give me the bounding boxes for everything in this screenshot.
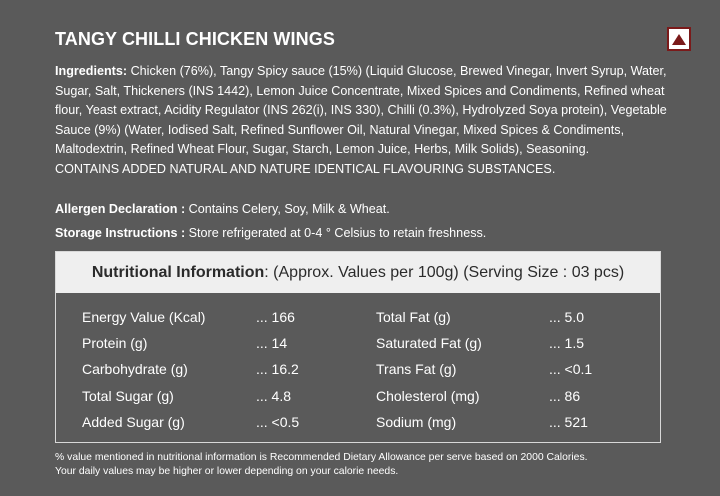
nutrient-value: ... 166 [256,309,295,325]
nutrient-name: Cholesterol (mg) [376,388,480,404]
allergen-declaration [55,202,390,216]
storage-label: Storage Instructions : [55,226,186,240]
nutrient-value: ... 4.8 [256,388,292,404]
nutrient-name: Carbohydrate (g) [82,361,188,377]
ingredients-label: Ingredients: [55,64,128,78]
nutrition-heading-rest: : (Approx. Values per 100g) (Serving Size : 03 pcs) [264,263,625,281]
nutrient-value: ... 16.2 [256,361,299,377]
nutrition-grid [56,293,660,442]
nutrient-value: ... 5.0 [549,309,585,325]
nutrient-value: ... 86 [549,388,581,404]
footnote-line-1: % value mentioned in nutritional information is Recommended Dietary Allowance per serve based on 2000 Calories. [55,452,588,463]
nutrient-name: Trans Fat (g) [376,361,457,377]
nutrient-value: ... 1.5 [549,335,585,351]
nutrient-name: Sodium (mg) [376,414,457,430]
nutrient-name: Energy Value (Kcal) [82,309,206,325]
allergen-label: Allergen Declaration : [55,202,186,216]
nutrient-name: Saturated Fat (g) [376,335,482,351]
storage-instructions [55,226,486,240]
nutrition-table [55,251,661,443]
storage-text: Store refrigerated at 0-4 ° Celsius to retain freshness. [185,226,487,240]
flavour-note: CONTAINS ADDED NATURAL AND NATURE IDENTICAL FLAVOURING SUBSTANCES. [55,161,556,176]
nutrient-value: ... <0.5 [256,414,300,430]
ingredients-text: Chicken (76%), Tangy Spicy sauce (15%) (Liquid Glucose, Brewed Vinegar, Invert Syrup, Water, Sugar, Salt, Thickeners (INS 1442), Lemon Juice Concentrate, Mixed Spices and Condiments, Refined wheat flour, Yeast extract, Acidity Regulator (INS 262(i), INS 330), Chilli (0.3%), Hydrolyzed Soya protein), Vegetable Sauce (9%) (Water, Iodised Salt, Refined Sunflower Oil, Natural Vinegar, Mixed Spices & Condiments, Maltodextrin, Refined Wheat Flour, Sugar, Starch, Lemon Juice, Herbs, Milk Solids), Seasoning. [55,64,667,157]
nutrient-name: Total Fat (g) [376,309,451,325]
nutrient-name: Protein (g) [82,335,148,351]
product-title: TANGY CHILLI CHICKEN WINGS [55,29,335,49]
nutrient-name: Added Sugar (g) [82,414,185,430]
nutrient-value: ... 14 [256,335,288,351]
nutrition-heading [56,252,660,293]
non-veg-symbol-icon [667,27,691,51]
nutrient-name: Total Sugar (g) [82,388,174,404]
nutrient-value: ... 521 [549,414,588,430]
nutrition-heading-bold: Nutritional Information [91,263,265,281]
ingredients-block [55,62,675,179]
footnote-line-2: Your daily values may be higher or lower depending on your calorie needs. [55,466,399,477]
rda-footnote [55,451,695,479]
nutrient-value: ... <0.1 [549,361,593,377]
allergen-text: Contains Celery, Soy, Milk & Wheat. [185,202,390,216]
